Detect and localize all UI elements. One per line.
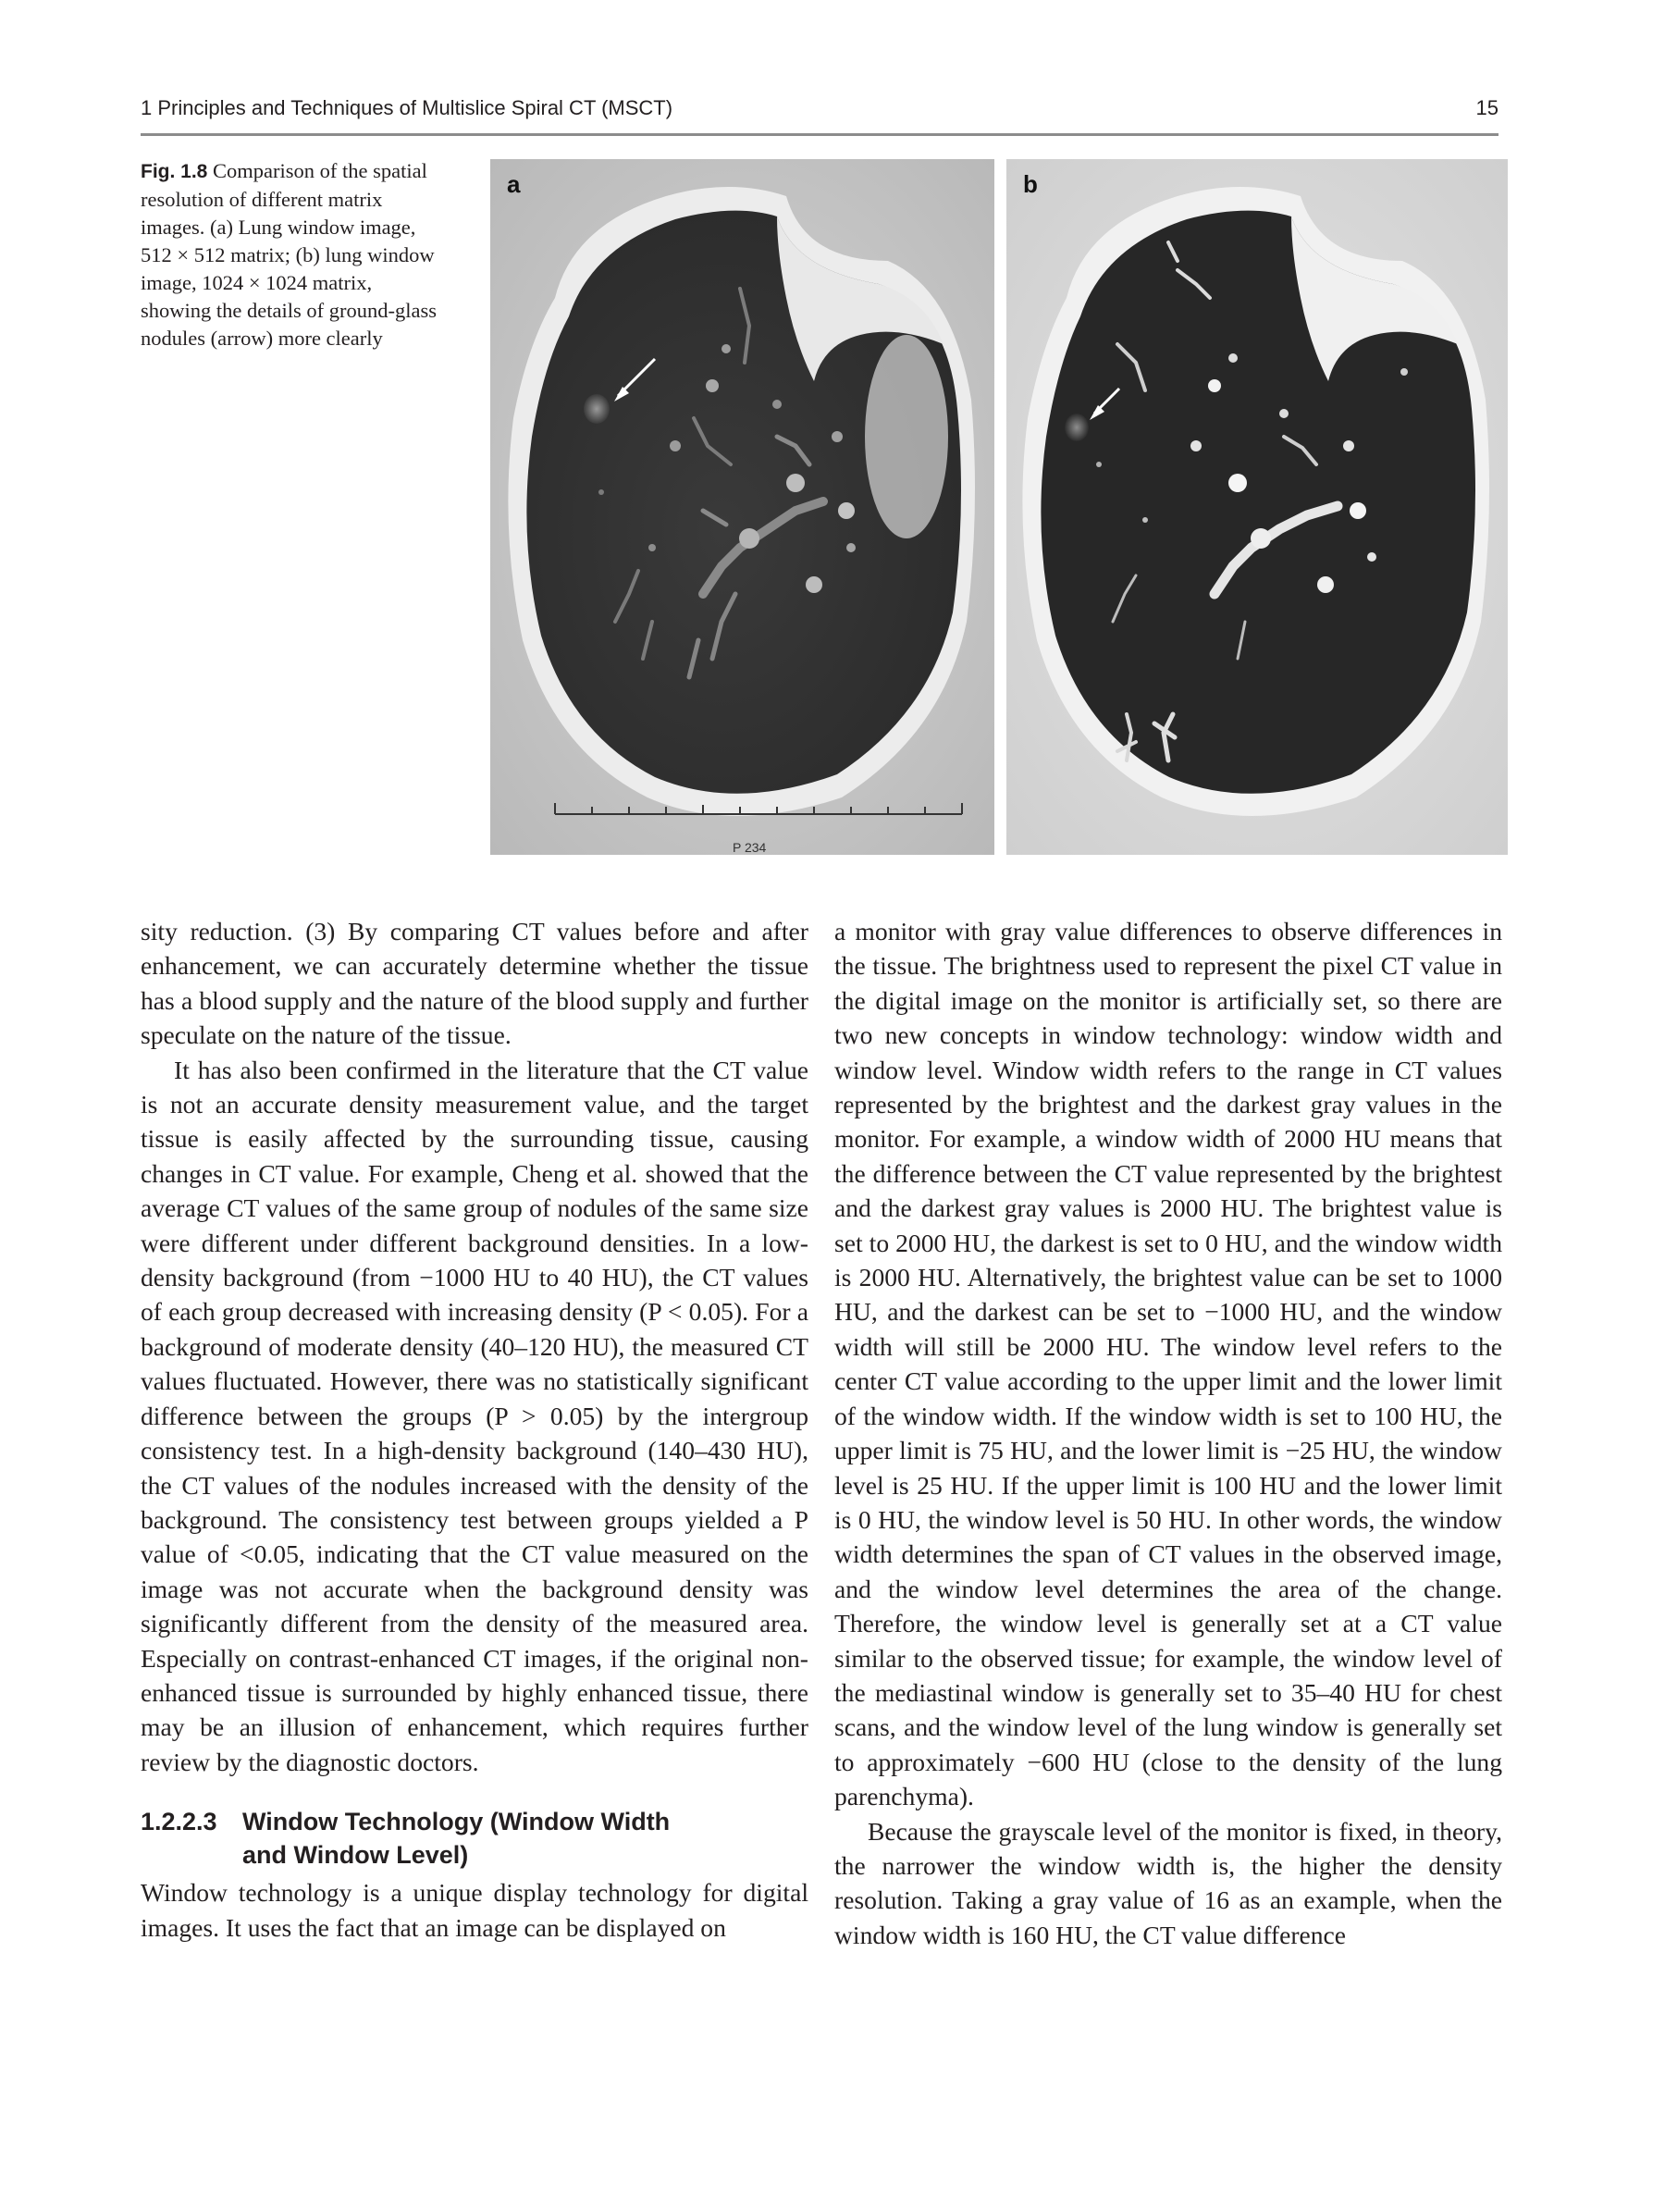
left-paragraph-1: sity reduction. (3) By comparing CT values before and after enhancement, we can accurately determine whether the tissue has a blood supply and the nature of the blood supply and further speculate on the nature of the tissue. <box>141 917 808 1050</box>
ct-image-panel-a <box>490 159 994 855</box>
right-text-column <box>834 914 1502 1952</box>
left-paragraph-3: Window technology is a unique display technology for digital images. It uses the fact that an image can be displayed on <box>141 1878 808 1942</box>
figure-caption <box>141 157 437 352</box>
panel-b-letter: b <box>1023 170 1038 198</box>
chapter-title: 1 Principles and Techniques of Multislice Spiral CT (MSCT) <box>141 96 673 119</box>
figure-caption-text: Comparison of the spatial resolution of different matrix images. (a) Lung window image, 512 × 512 matrix; (b) lung window image, 1024 × 1024 matrix, showing the details of ground-glass nodules (arrow) more clearly <box>141 159 437 350</box>
left-paragraph-2: It has also been confirmed in the literature that the CT value is not an accurate density measurement value, and the target tissue is easily affected by the surrounding tissue, causing changes in CT value. For example, Cheng et al. showed that the average CT values of the same group of nodules of the same size were different under different background densities. In a low-density background (from −1000 HU to 40 HU), the CT values of each group decreased with increasing density (P < 0.05). For a background of moderate density (40–120 HU), the measured CT values fluctuated. However, there was no statistically significant difference between the groups (P > 0.05) by the intergroup consistency test. In a high-density background (140–430 HU), the CT values of the nodules increased with the density of the background. The consistency test between groups yielded a P value of <0.05, indicating that the CT value measured on the image was not accurate when the background density was significantly different from the density of the measured area. Especially on contrast-enhanced CT images, if the original non-enhanced tissue is surrounded by highly enhanced tissue, there may be an illusion of enhancement, which requires further review by the diagnostic doctors. <box>141 1055 808 1776</box>
header-rule <box>141 133 1498 136</box>
right-paragraph-1: a monitor with gray value differences to observe differences in the tissue. The brightness used to represent the pixel CT value in the digital image on the monitor is artificially set, so there are two new concepts in window technology: window width and window level. Window width refers to the range in CT values represented by the brightest and the darkest gray values in the monitor. For example, a window width of 2000 HU means that the difference between the CT value represented by the brightest and the darkest gray values is 2000 HU. The brightest value is set to 2000 HU, the darkest is set to 0 HU, and the window width is 2000 HU. Alternatively, the brightest value can be set to 1000 HU, and the darkest can be set to −1000 HU, and the window width will still be 2000 HU. The window level refers to the center CT value according to the upper limit and the lower limit of the window width. If the window width is set to 100 HU, the upper limit is 75 HU, and the lower limit is −25 HU, the window level is 25 HU. If the upper limit is 100 HU and the lower limit is 0 HU, the window level is 50 HU. In other words, the window width determines the span of CT values in the observed image, and the window level determines the area of the change. Therefore, the window level is generally set at a CT value similar to the observed tissue; for example, the window level of the mediastinal window is generally set to 35–40 HU for chest scans, and the window level of the lung window is generally set to approximately −600 HU (close to the density of the lung parenchyma). <box>834 917 1502 1811</box>
page-number: 15 <box>1475 96 1498 119</box>
section-title-line2: and Window Level) <box>242 1841 469 1870</box>
section-title-line1: Window Technology (Window Width <box>242 1808 671 1836</box>
figure-label: Fig. 1.8 <box>141 161 208 182</box>
ct-image-panel-b <box>1006 159 1508 855</box>
right-paragraph-2: Because the grayscale level of the monitor is fixed, in theory, the narrower the window width is, the higher the density resolution. Taking a gray value of 16 as an example, when the window width is 160 HU, the CT value difference <box>834 1816 1502 1949</box>
ct-image-a <box>490 159 994 855</box>
left-text-column <box>141 914 808 1945</box>
panel-a-scale-label: P 234 <box>733 840 767 855</box>
section-heading <box>141 1805 808 1872</box>
panel-a-letter: a <box>507 170 521 198</box>
ct-image-b <box>1006 159 1508 855</box>
section-number: 1.2.2.3 <box>141 1808 217 1836</box>
